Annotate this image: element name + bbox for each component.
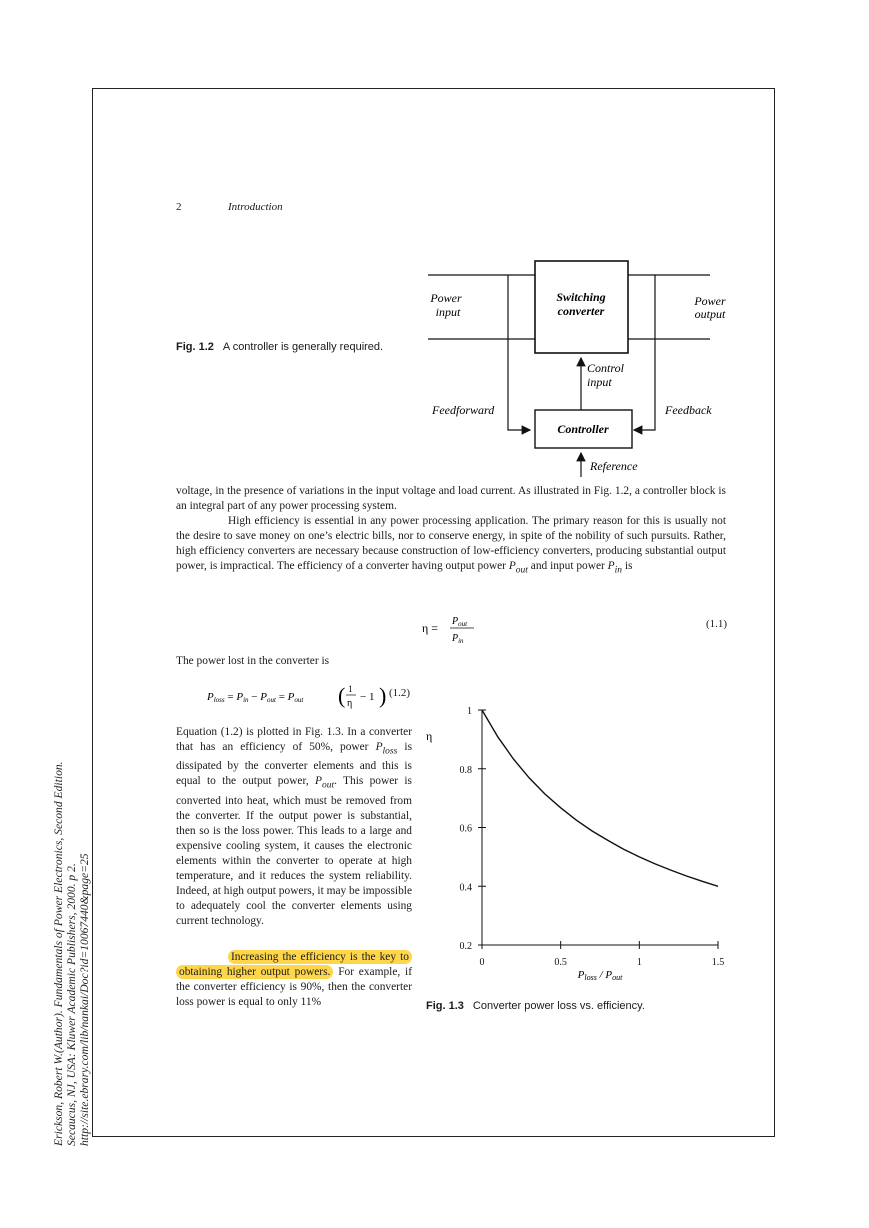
paragraph-4-part-a: Equation (1.2) is plotted in Fig. 1.3. In a converter that has an efficiency of 50%, power (176, 726, 412, 753)
control-input-label-1: Control (587, 361, 624, 375)
svg-text:(: ( (338, 683, 346, 708)
converter-label: converter (557, 304, 605, 318)
equation-1-1 (420, 610, 480, 650)
block-diagram (420, 255, 740, 480)
figure-1-2-label: Fig. 1.2 (176, 341, 214, 353)
figure-1-3-caption-text: Converter power loss vs. efficiency. (472, 1000, 645, 1012)
feedback-arrow (634, 275, 655, 430)
figure-1-2-caption-text: A controller is generally required. (222, 341, 384, 353)
citation-line-2: Secaucus, NJ, USA: Kluwer Academic Publishers, 2000. p 2. (65, 863, 78, 1146)
paragraph-2 (176, 514, 726, 578)
y-axis-label: η (426, 729, 433, 743)
figure-1-2-caption (176, 341, 383, 353)
p-out-symbol: P (508, 560, 516, 572)
svg-text:η: η (347, 698, 353, 709)
x-tick-label: 0 (479, 957, 485, 968)
svg-text:Pin: $P_{in}$ (452, 633, 464, 645)
switching-label: Switching (556, 290, 606, 304)
p-loss-symbol: P (375, 741, 383, 753)
y-tick-label: 0.2 (459, 941, 472, 952)
x-tick-label: 1 (636, 957, 642, 968)
x-tick-label: 0.5 (554, 957, 567, 968)
paragraph-2-part-a: High efficiency is essential in any power processing application. The primary reason for this is usually not the desire to save money on one’s electric bills, nor to conserve energy, in spite of the nobility of such pursuits. Rather, high efficiency converters are necessary because construction of low-efficiency converters, producing substantial output power, is impractical. The efficiency of a converter having output power (176, 515, 726, 572)
power-input-label-2: input (435, 305, 461, 319)
paragraph-4-part-c: . This power is converted into heat, which must be removed from the converter. If the output power is substantial, then so is the loss power. This leads to a large and expensive cooling system, it causes the electronic elements within the converter to operate at high temperature, and it reduces the system reliability. Indeed, at high output powers, it may be impossible to adequately cool the converter elements using current technology. (176, 775, 412, 927)
p-in-symbol: P (607, 560, 615, 572)
y-tick-label: 0.8 (459, 764, 472, 776)
svg-text:1: 1 (348, 684, 353, 694)
page-number: 2 (176, 201, 182, 213)
figure-1-3-caption (426, 1000, 645, 1012)
y-tick-label: 0.4 (459, 882, 472, 894)
paragraph-1: voltage, in the presence of variations in the input voltage and load current. As illustrated in Fig. 1.2, a controller block is an integral part of any power processing system. (176, 485, 726, 512)
controller-label: Controller (557, 422, 609, 436)
p-out-subscript-2: out (321, 780, 335, 791)
body-paragraphs (176, 484, 726, 578)
efficiency-chart (420, 700, 740, 980)
p-loss-subscript: loss (382, 746, 398, 757)
svg-text:): ) (379, 683, 387, 708)
equation-1-2-number: (1.2) (389, 687, 411, 699)
y-tick-label: 0.6 (459, 823, 472, 835)
power-input-label-1: Power (430, 291, 462, 305)
y-tick-label: 1 (467, 706, 472, 717)
svg-text:Pout: $P_{out}$ (452, 616, 468, 628)
svg-text:− 1: − 1 (360, 691, 375, 703)
feedback-label: Feedback (665, 403, 712, 417)
power-output-label-2: output (694, 307, 726, 321)
side-citation (52, 726, 91, 1146)
equation-1-2 (205, 678, 390, 714)
x-tick-label: 1.5 (711, 957, 725, 968)
paragraph-5-rest: For example, if the converter efficiency is 90%, then the converter loss power is equal to only 11% (176, 966, 412, 1008)
paragraph-4-part-b: is dissipated by the converter elements and this is equal to the output power, (176, 741, 413, 788)
citation-line-3[interactable]: http://site.ebrary.com/lib/nankai/Doc?id=10067440&page=25 (78, 853, 91, 1146)
p-in-subscript: in (614, 565, 622, 576)
paragraph-2-part-b: and input power (527, 560, 608, 572)
paragraph-5 (176, 950, 412, 1010)
svg-text:η =: η = (422, 621, 439, 635)
figure-1-3-label: Fig. 1.3 (426, 1000, 464, 1012)
efficiency-curve (482, 710, 718, 886)
paragraph-2-part-c: is (622, 560, 633, 572)
feedforward-arrow (508, 275, 530, 430)
p-out-symbol-2: P (314, 775, 322, 788)
paragraph-3: The power lost in the converter is (176, 655, 330, 667)
equation-1-1-number: (1.1) (706, 618, 728, 630)
control-input-label-2: input (587, 375, 612, 389)
reference-label: Reference (590, 459, 638, 473)
paragraph-4 (176, 725, 412, 929)
chapter-title: Introduction (228, 201, 283, 213)
p-out-subscript: out (515, 565, 528, 576)
citation-line-1: Erickson, Robert W.(Author). Fundamentals of Power Electronics, Second Edition. (52, 761, 65, 1146)
x-axis-label: Ploss / Pout (577, 969, 623, 980)
power-output-label-1: Power (694, 294, 726, 308)
feedforward-label: Feedforward (432, 403, 495, 417)
svg-text:Ploss = Pin − Pout = Pout: Ploss = Pin − Pout = Pout (207, 691, 304, 704)
highlighted-text[interactable]: Increasing the efficiency is the key to obtaining higher output powers. (176, 950, 412, 979)
